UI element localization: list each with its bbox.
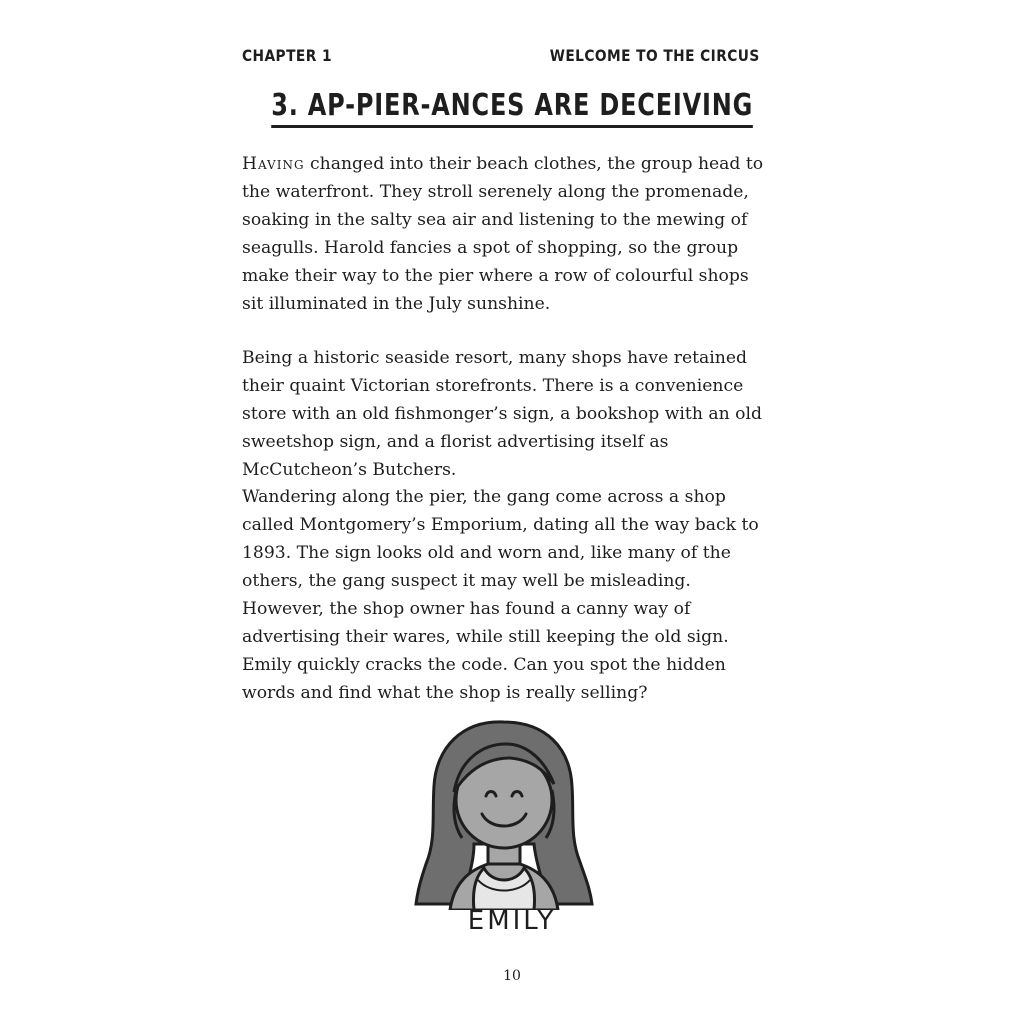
section-title-text: 3. AP-PIER-ANCES ARE DECEIVING <box>271 88 753 128</box>
paragraph-2: Being a historic seaside resort, many shops have retained their quaint Victorian storefronts. There is a convenience store with an old fishmonger’s sign, a bookshop with an old sweetshop sign, and a florist advertising itself as McCutcheon’s Butchers. <box>242 348 762 480</box>
running-head-chapter-title: WELCOME TO THE CIRCUS <box>549 46 760 65</box>
running-head-chapter: CHAPTER 1 <box>242 46 332 65</box>
character-name-caption: EMILY <box>467 906 557 936</box>
section-title <box>0 88 1024 128</box>
paragraph-3: Wandering along the pier, the gang come across a shop called Montgomery’s Emporium, dating all the way back to 1893. The sign looks old and worn and, like many of the others, the gang suspect it may well be misleading. However, the shop owner has found a canny way of advertising their wares, while still keeping the old sign. Emily quickly cracks the code. Can you spot the hidden words and find what the shop is really selling? <box>242 487 759 703</box>
emily-illustration <box>414 714 594 910</box>
page-number: 10 <box>503 968 521 984</box>
paragraph-1-text: changed into their beach clothes, the group head to the waterfront. They stroll serenely along the promenade, soaking in the salty sea air and listening to the mewing of seagulls. Harold fancies a spot of shopping, so the group make their way to the pier where a row of colourful shops sit illuminated in the July sunshine. <box>242 154 764 314</box>
paragraph-1 <box>242 150 774 318</box>
running-head <box>242 46 760 65</box>
paragraph-1-lead: Having <box>242 154 305 174</box>
